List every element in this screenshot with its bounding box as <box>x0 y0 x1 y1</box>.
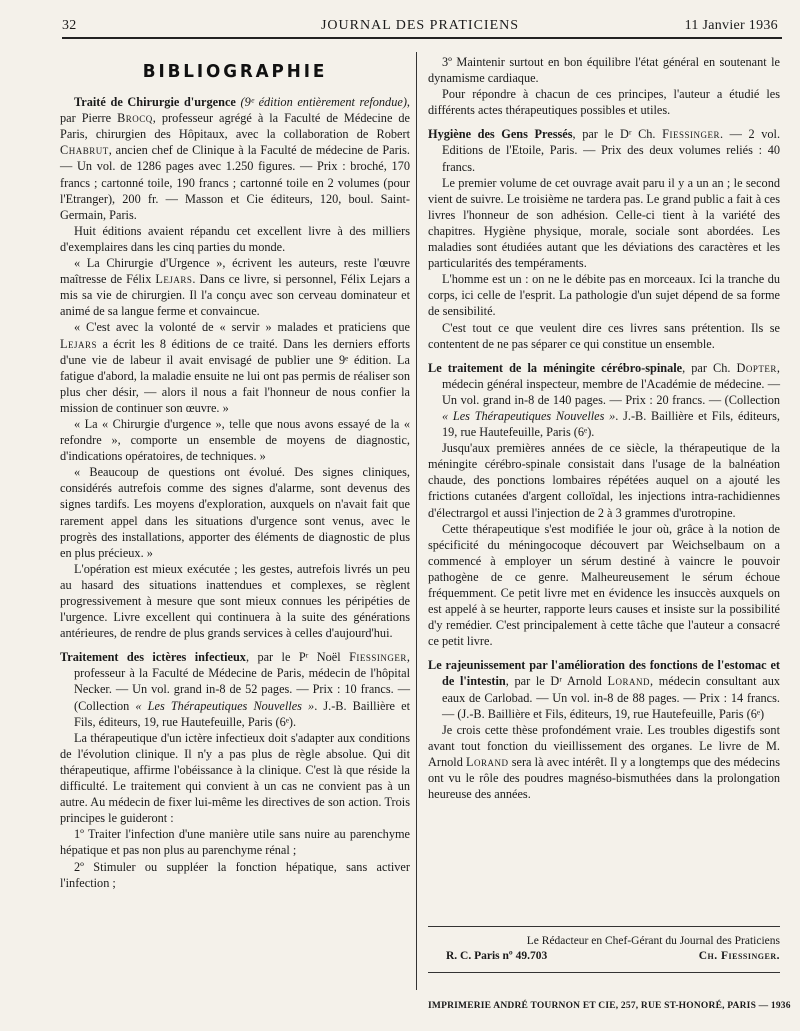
trade-register: R. C. Paris nº 49.703 <box>446 950 548 962</box>
paragraph: L'opération est mieux exécutée ; les gestes, autrefois livrés un peu au hasard des situations inattendues et complexes, se règlent progressivement à mesure que sont mieux connues les péripéties de l'urgence. Livre excellent qui continuera à la suite des générations antérieures, de rendre de plus grands services à celles d'aujourd'hui. <box>60 561 410 641</box>
entry-author: Fiessinger <box>662 127 720 142</box>
entry-author: Fiessinger <box>349 650 407 665</box>
paragraph: « La Chirurgie d'Urgence », écrivent les auteurs, reste l'œuvre maîtresse de Félix Lejars. Dans ce livre, si personnel, Félix Lejars a mis sa vie de chirurgien. Il l'a conçu avec son cerveau dominateur et animé de sa langue ferme et convaincue. <box>60 256 410 319</box>
running-header <box>62 14 778 36</box>
paragraph: La thérapeutique d'un ictère infectieux doit s'adapter aux conditions de l'évolution clinique. Il n'y a pas plus de règle absolue. Qui dit thérapeutique, affirme l'obéissance à la clinique. C'est là que réside la difficulté. Le traitement qui convient à un cas ne convient pas à un autre. Au médecin de fixer lui-même les directives de son action. Trois principes le guideront : <box>60 730 410 826</box>
signature-rule <box>428 926 780 927</box>
entry-icteres-infectieux: Traitement des ictères infectieux, par le Pʳ Noël Fiessinger, professeur à la Faculté de Médecine de Paris, médecin de l'hôpital Necker. — Un vol. grand in-8 de 52 pages. — Prix : 10 francs. — (Collection « Les Thérapeutiques Nouvelles ». J.-B. Baillière et Fils, éditeurs, 19, rue Hautefeuille, Paris (6ᵉ). <box>60 650 410 729</box>
column-divider <box>416 52 417 990</box>
paragraph: Le premier volume de cet ouvrage avait paru il y a un an ; le second vient de suivre. Le troisième ne tardera pas. Le grand public a fait à ces livres l'honneur de son adhésion. Celle-ci tient à la variété des chapitres. Hygiène physique, morale, sociale sont abordées. Les maladies sont étudiées autant que les déviations des caractères et les particularités des tempéraments. <box>428 175 780 271</box>
header-rule <box>62 37 782 39</box>
editor-line: Le Rédacteur en Chef-Gérant du Journal des Praticiens <box>526 935 780 947</box>
paragraph: Je crois cette thèse profondément vraie. Les troubles digestifs sont avant tout fonction du vieillissement des organes. Le livre de M. Arnold Lorand sera là avec intérêt. Il y a longtemps que des médecins ont vu le rôle des poudres magnéso-bismuthées dans la prolongation heureuse des années. <box>428 722 780 802</box>
page-number: 32 <box>62 18 77 33</box>
entry-meningite: Le traitement de la méningite cérébro-spinale, par Ch. Dopter, médecin général inspecteur, membre de l'Académie de médecine. — Un vol. grand in-8 de 140 pages. — Prix : 20 francs. — (Collection « Les Thérapeutiques Nouvelles ». J.-B. Baillière et Fils, éditeurs, 19, rue Hautefeuille, Paris (6ᵉ). <box>428 360 780 440</box>
entry-author: Brocq <box>117 111 153 126</box>
entry-coauthor: Chabrut <box>60 143 109 158</box>
entry-author: Dopter <box>736 360 777 375</box>
paragraph: « La « Chirurgie d'urgence », telle que nous avons essayé de la « refondre », comporte un ensemble de moyens de diagnostic, d'indications opératoires, de techniques. » <box>60 416 410 464</box>
right-column <box>428 54 780 802</box>
paragraph: 2º Stimuler ou suppléer la fonction hépatique, sans activer l'infection ; <box>60 859 410 890</box>
section-title: BIBLIOGRAPHIE <box>142 62 328 82</box>
entry-title: Traitement des ictères infectieux <box>60 650 246 665</box>
entry-collection: « Les Thérapeutiques Nouvelles » <box>135 698 315 713</box>
paragraph: C'est tout ce que veulent dire ces livres sans prétention. Ils se contentent de ne pas séparer ce qui constitue un ensemble. <box>428 320 780 351</box>
left-column <box>60 54 410 891</box>
paragraph: « C'est avec la volonté de « servir » malades et praticiens que Lejars a écrit les 8 éditions de ce traité. Dans les derniers efforts d'une vie de labeur il avait envisagé de publier une 9ᵉ édition. La fatigue d'abord, la maladie ensuite ne lui ont pas permis de réaliser son plus cher désir, — alors il nous a fait l'honneur de nous confier la mission de continuer son œuvre. » <box>60 320 410 415</box>
paragraph: Cette thérapeutique s'est modifiée le jour où, grâce à la notion de spécificité du méningocoque découvert par Weichselbaum on a commencé à employer un sérum destiné à vaincre le pouvoir pathogène de ce genre. Malheureusement le sérum échoue fréquemment. Ce petit livre met en évidence les insuccès auxquels on est appelé à se heurter, rapporte leurs causes et insiste sur la possibilité d'y remédier. C'est principalement à cette tâche que l'auteur a consacré ce petit livre. <box>428 521 780 649</box>
paragraph: 1º Traiter l'infection d'une manière utile sans nuire au parenchyme hépatique et pas non plus au parenchyme rénal ; <box>60 827 410 858</box>
entry-author: Lorand <box>607 674 650 689</box>
imprint-rule <box>428 972 780 973</box>
paragraph: 3º Maintenir surtout en bon équilibre l'état général en soutenant le dynamisme cardiaque. <box>428 55 780 86</box>
editor-signature <box>428 934 780 964</box>
entry-rajeunissement: Le rajeunissement par l'amélioration des fonctions de l'estomac et de l'intestin, par le Dʳ Arnold Lorand, médecin consultant aux eaux de Carlobad. — Un vol. in-8 de 88 pages. — Prix : 14 francs. — (J.-B. Baillière et Fils, éditeurs, 19, rue Hautefeuille, Paris (6ᵉ) <box>428 658 780 721</box>
journal-title: JOURNAL DES PRATICIENS <box>320 18 520 33</box>
entry-title: Le traitement de la méningite cérébro-spinale <box>428 360 683 375</box>
entry-collection: « Les Thérapeutiques Nouvelles » <box>442 408 616 423</box>
editor-name: Ch. Fiessinger. <box>698 950 780 962</box>
paragraph: Huit éditions avaient répandu cet excellent livre à des milliers d'exemplaires dans les cinq parties du monde. <box>60 223 410 254</box>
printer-imprint: IMPRIMERIE ANDRÉ TOURNON ET CIE, 257, RUE ST-HONORÉ, PARIS — 1936 <box>428 1001 791 1011</box>
entry-chirurgie-urgence: Traité de Chirurgie d'urgence (9ᵉ édition entièrement refondue), par Pierre Brocq, professeur agrégé à la Faculté de Médecine de Paris, chirurgien des Hôpitaux, avec la collaboration de Robert Chabrut, ancien chef de Clinique à la Faculté de médecine de Paris. — Un vol. de 1286 pages avec 1.250 figures. — Prix : broché, 170 francs ; cartonné toile, 190 francs ; cartonné toile en 2 volumes (pour l'Etranger), 200 fr. — Masson et Cie éditeurs, 120, boul. Saint-Germain, Paris. <box>60 95 411 222</box>
paragraph: L'homme est un : on ne le débite pas en morceaux. Ici la tranche du corps, ici celle de l'esprit. La pathologie d'un sujet dépend de sa forme de sensibilité. <box>428 272 780 319</box>
paragraph: Jusqu'aux premières années de ce siècle, la thérapeutique de la méningite cérébro-spinale consistait dans l'usage de la balnéation chaude, des ponctions lombaires répétées auquel on a ajouté les frictions cutanées d'argent colloïdal, les injections intra-rachidiennes d'électrargol et aussi l'injection de 2 à 3 grammes d'urotropine. <box>428 441 780 520</box>
entry-title: Traité de Chirurgie d'urgence <box>74 95 236 110</box>
paragraph: Pour répondre à chacun de ces principes, l'auteur a étudié les différents actes thérapeutiques possibles et utiles. <box>428 87 780 118</box>
entry-title: Le rajeunissement par l'amélioration des fonctions de l'estomac et de l'intestin <box>428 658 780 689</box>
entry-hygiene-gens-presses: Hygiène des Gens Pressés, par le Dʳ Ch. Fiessinger. — 2 vol. Editions de l'Etoile, Paris. — Prix des deux volumes reliés : 40 francs. <box>428 127 781 174</box>
entry-edition: (9ᵉ édition entièrement refondue) <box>235 95 407 110</box>
entry-title: Hygiène des Gens Pressés <box>428 127 573 142</box>
issue-date: 11 Janvier 1936 <box>684 18 778 33</box>
paragraph: « Beaucoup de questions ont évolué. Des signes cliniques, considérés autrefois comme des signes d'alarme, sont devenus des signes tardifs. Les moyens d'exploration, auxquels on n'avait fait que rarement appel dans les situations d'urgence sont venus, avec le progrès des installations, apporter des éléments de diagnostic de plus en plus précieux. » <box>60 465 410 560</box>
